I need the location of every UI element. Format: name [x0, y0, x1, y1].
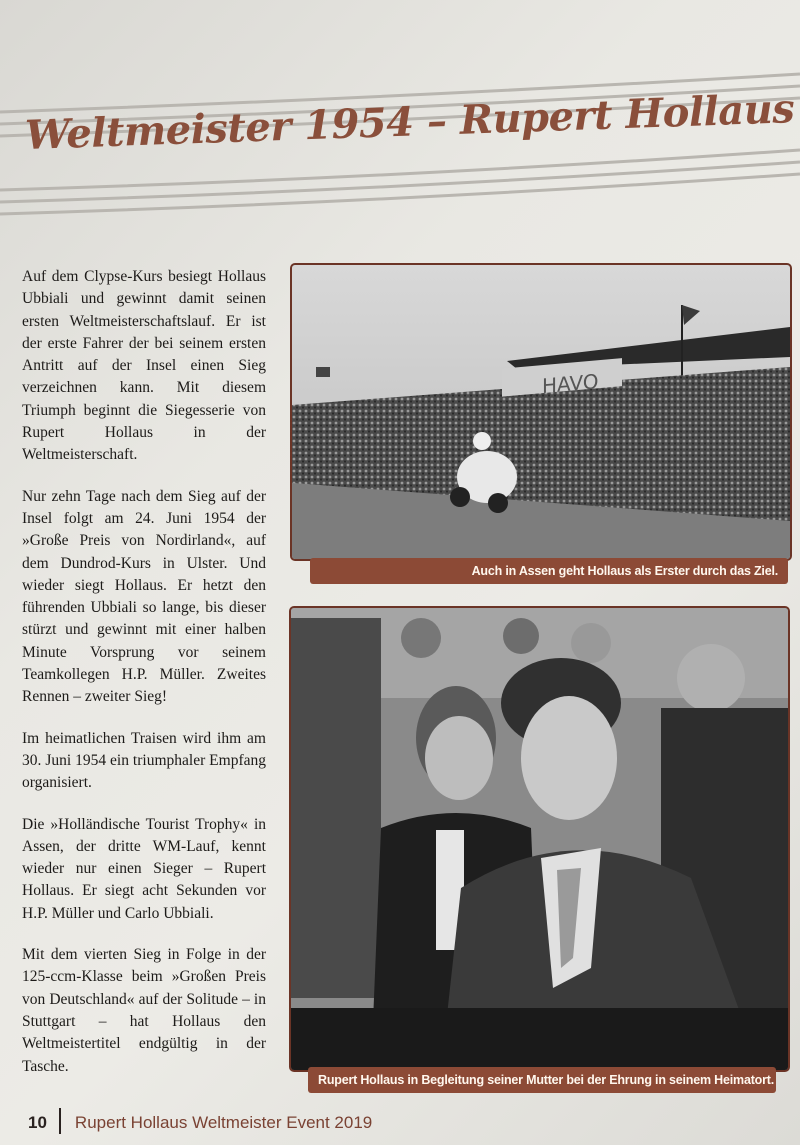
portrait-photo-caption: Rupert Hollaus in Begleitung seiner Mutter bei der Ehrung in seinem Heimatort.	[308, 1067, 776, 1093]
page-footer	[28, 1108, 372, 1134]
footer-divider	[59, 1108, 61, 1134]
paragraph: Die »Holländische Tourist Trophy« in Assen, der dritte WM-Lauf, kennt wieder nur einen Sieger – Rupert Hollaus. Er siegt acht Sekunden vor H.P. Müller und Carlo Ubbiali.	[22, 815, 266, 922]
paragraph: Auf dem Clypse-Kurs besiegt Hollaus Ubbiali und gewinnt damit seinen ersten Weltmeisterschaftslauf. Er ist der erste Fahrer der bei seinem ersten Antritt auf der Insel einen Sieg verzeichnen kann. Mit diesem Triumph beginnt die Siegesserie von Rupert Hollaus in der Weltmeisterschaft.	[22, 268, 266, 464]
banner-text: HAVO	[542, 369, 599, 399]
page-number: 10	[28, 1113, 47, 1132]
footer-event: Rupert Hollaus Weltmeister Event 2019	[74, 1113, 373, 1132]
race-photo-caption: Auch in Assen geht Hollaus als Erster durch das Ziel.	[310, 558, 788, 584]
race-photo	[290, 263, 792, 561]
portrait-photo	[289, 606, 790, 1072]
article-text	[22, 266, 266, 1097]
paragraph: Im heimatlichen Traisen wird ihm am 30. Juni 1954 ein triumphaler Empfang organisiert.	[22, 729, 266, 792]
paragraph: Mit dem vierten Sieg in Folge in der 125-ccm-Klasse beim »Großen Preis von Deutschland« auf der Solitude – in Stuttgart – hat Hollaus den Weltmeistertitel endgültig in der Tasche.	[22, 946, 266, 1075]
paragraph: Nur zehn Tage nach dem Sieg auf der Insel folgt am 24. Juni 1954 der »Große Preis von Nordirland«, auf dem Dundrod-Kurs in Ulster. Und wieder siegt Hollaus. Er hetzt den führenden Ubbiali so lange, bis dieser stürzt und gewinnt mit einer halben Minute Vorsprung vor seinem Teamkollegen H.P. Müller. Zweites Rennen – zweiter Sieg!	[22, 487, 266, 706]
page-title: Weltmeister 1954 – Rupert Hollaus	[24, 85, 796, 159]
